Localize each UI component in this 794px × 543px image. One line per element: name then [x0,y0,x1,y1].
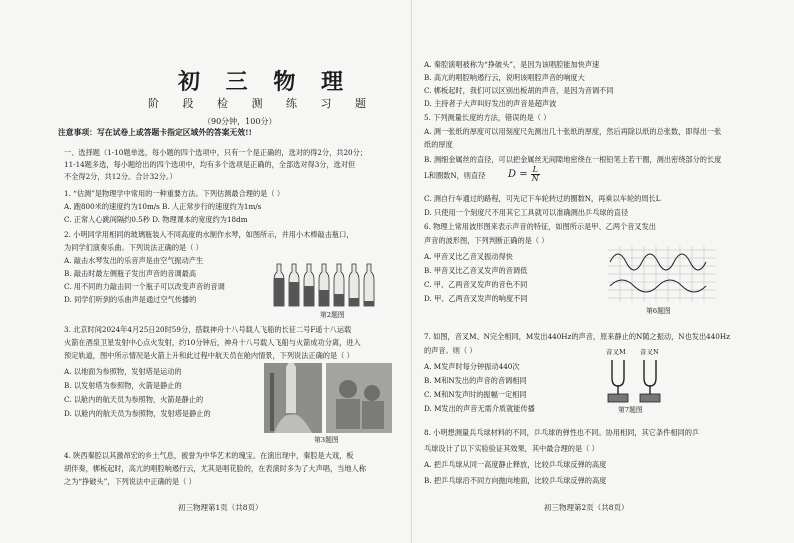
right-page [418,0,778,543]
q2-option-b: B. 敲击时最左侧瓶子发出声音的音调最高 [64,269,197,278]
page-fold-divider [411,0,412,543]
q2-option-c: C. 用不同的力敲击同一个瓶子可以改变声音的音调 [64,282,225,291]
q6-option-c: C. 甲、乙两音叉发声的音色不同 [424,280,528,289]
q6-option-a: A. 甲音叉比乙音叉振动得快 [424,252,513,261]
rocket-launch-photo [264,363,392,433]
q3-option-d: D. 以舱内的航天员为参照物，发射塔是静止的 [64,409,211,418]
section1-line: 11-14题多选，每小题给出的四个选项中，均有多个选项是正确的，全部选对得3分，选对但 [64,160,356,169]
q3-option-b: B. 以发射塔为参照物，火箭是静止的 [64,381,182,390]
fig7-caption: 第7题图 [618,406,643,414]
q5-stem: 5. 下列测量长度的方法，错误的是（ ） [424,113,551,122]
left-page [58,0,410,543]
q6-stem: 6. 物理上常用波形图来表示声音的特征，如图所示是甲、乙两个音叉发出 [424,222,656,231]
q1-option-ab: A. 跑800米的速度约为10m/s B. 人正常步行的速度约为1m/s [64,202,262,211]
q2-option-d: D. 同学们听到的乐曲声是通过空气传播的 [64,295,197,304]
q5-option-d: D. 只使用一个刻度尺不用其它工具就可以准确测出乒乓球的直径 [424,208,629,217]
q5-option-b-cont: L和圈数N，则直径 [424,171,486,180]
section1-line: 不全得2分，共12分。合计32分。） [64,172,177,181]
fig2-caption: 第2题图 [320,311,345,319]
q7-option-c: C. M和N发声时的振幅一定相同 [424,390,527,399]
q7-stem: 7. 如图，音叉M、N完全相同，M发出440Hz的声音，原来静止的N随之振动，N也发出440Hz [424,332,730,341]
fork-m-label: 音叉M [606,348,626,356]
notice: 注意事项：写在试卷上或答题卡指定区域外的答案无效!! [58,128,252,137]
q4-option-b: B. 高亢的唱腔响遏行云，说明该唱腔声音的响度大 [424,73,585,82]
q2-stem: 2. 小明同学用相同的玻璃瓶装入不同高度的水制作水琴，如图所示，并用小木棒敲击瓶口， [64,230,354,239]
tuning-forks-figure [604,358,670,404]
q3-option-a: A. 以地面为参照物，发射塔是运动的 [64,367,182,376]
q2-option-a: A. 敲击水琴发出的乐音声是由空气振动产生 [64,256,204,265]
page-footer-right: 初三物理第2页（共8页） [544,503,629,512]
q6-stem: 声音的波形图，下列判断正确的是（ ） [424,236,549,245]
waveform-figure [608,244,718,304]
q8-option-b: B. 把乒乓球沿不同方向抛向地面，比较乒乓球反弹的高度 [424,476,607,485]
water-bottles-figure [270,258,382,308]
q4-stem: 4. 陕西秦腔以其激昂宏的乡土气息，被誉为中华艺术的瑰宝。在演出现中，秦腔是大戏，板 [64,451,354,460]
q4-option-d: D. 主持者子大声叫好发出的声音是超声波 [424,99,557,108]
q4-stem: 胡伴奏，梆板起时，高亢的唱腔响遏行云，尤其是唱花脸的，在表演时多为了大声唱，当地人称 [64,464,366,473]
formula-fraction [531,166,540,183]
q4-option-a: A. 秦腔演唱被称为“挣破头”，是因为该唱腔能加快声速 [424,60,600,69]
q6-option-b: B. 甲音叉比乙音叉发声的音调低 [424,266,528,275]
q3-stem: 预定轨道，图中所示情况是火箭上升和此过程中航天员在舱内情景，下列说法正确的是（ ） [64,351,354,360]
q4-option-c: C. 梆板起时，我们可以区别出板胡的声音，是因为音调不同 [424,86,614,95]
exam-meta: （90分钟，100分） [203,117,277,126]
exam-title: 初 三 物 理 [178,69,352,95]
q7-option-b: B. M和N发出的声音的音调相同 [424,376,527,385]
fig6-caption: 第6题图 [646,307,671,315]
q7-stem: 的声音。则（ ） [424,346,477,355]
exam-subtitle: 阶 段 检 测 练 习 题 [148,97,376,110]
q5-option-c: C. 测自行车通过的路程，可先记下车轮转过的圈数N，再乘以车轮的周长L [424,194,661,203]
q7-option-d: D. M发出的声音无需介质就能传播 [424,404,535,413]
diameter-formula [508,166,540,183]
q3-stem: 3. 北京时间2024年4月25日20时59分，搭载神舟十八号载人飞船的长征二号F遥十八运载 [64,325,352,334]
q3-stem: 火箭在酒泉卫星发射中心点火发射，约10分钟后，神舟十八号载人飞船与火箭成功分离，进入 [64,338,361,347]
q5-option-a: A. 测一张纸的厚度可以用刻度尺先测出几十张纸的厚度，然后再除以纸的总张数，即得出一张 [424,127,722,136]
q8-stem: 8. 小明想测量兵乓球材料的不同，乒乓球的弹性也不同。协用相同，其它条件相同的乒 [424,428,700,437]
q3-option-c: C. 以舱内的航天员为参照物，火箭是静止的 [64,395,204,404]
fork-n-label: 音叉N [640,348,659,356]
page-footer-left: 初三物理第1页（共8页） [178,503,263,512]
formula-lhs: D = [508,169,528,180]
section1-line: 一、选择题（1-10题单选，每小题的四个选项中，只有一个是正确的，选对的得2分，共20分； [64,148,367,157]
q4-stem: 之为“挣破头”，下列说法中正确的是（ ） [64,477,196,486]
fraction-denominator: N [531,174,539,183]
fig3-caption: 第3题图 [314,436,339,444]
q5-option-b: B. 测细金属丝的直径，可以把金属丝无间隙地密绕在一根铅笔上若干圈，测出密绕部分的长度 [424,155,722,164]
fraction-numerator: L [532,165,538,174]
q8-option-a: A. 把乒乓球从同一高度静止释放，比较乒乓球反弹的高度 [424,460,607,469]
q5-option-a-cont: 纸的厚度 [424,140,453,149]
q8-stem: 乓球设计了以下实验验证其效果，其中最合理的是（ ） [424,444,599,453]
q1-option-cd: C. 正常人心跳间隔约0.5秒 D. 物理课本的宽度约为18dm [64,215,248,224]
q1-stem: 1. “估测”是物理学中常用的一种重要方法。下列估测最合理的是（ ） [64,189,285,198]
q6-option-d: D. 甲、乙两音叉发声的响度不同 [424,294,528,303]
q7-option-a: A. M发声时每分钟振动440次 [424,362,520,371]
q2-stem: 为同学们演奏乐曲。下列说法正确的是（ ） [64,243,203,252]
